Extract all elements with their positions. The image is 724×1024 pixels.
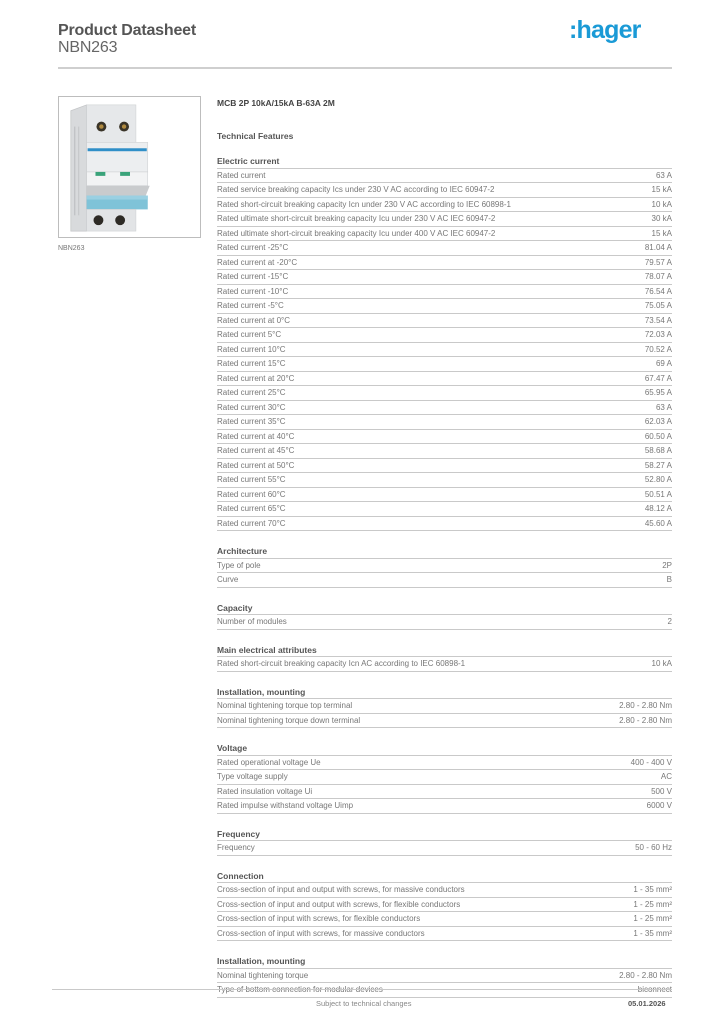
spec-label: Rated current (217, 170, 266, 180)
spec-value: 1 - 25 mm² (633, 899, 672, 909)
section-title: Connection (217, 869, 672, 884)
spec-label: Rated current -5°C (217, 301, 284, 310)
section-title: Frequency (217, 827, 672, 842)
spec-value: 10 kA (651, 199, 672, 209)
spec-label: Rated current 65°C (217, 504, 286, 513)
spec-section (217, 685, 672, 729)
spec-row (217, 386, 672, 401)
spec-row (217, 227, 672, 242)
spec-row (217, 299, 672, 314)
spec-row (217, 314, 672, 329)
spec-label: Rated current 55°C (217, 475, 286, 484)
spec-value: 81.04 A (644, 243, 672, 252)
spec-value: 400 - 400 V (630, 757, 672, 767)
spec-value: 67.47 A (644, 373, 672, 383)
spec-value: 63 A (655, 402, 672, 412)
spec-row (217, 770, 672, 785)
spec-label: Type voltage supply (217, 772, 288, 781)
spec-value: 1 - 25 mm² (633, 914, 672, 923)
spec-row (217, 488, 672, 503)
spec-label: Rated current 15°C (217, 359, 286, 368)
spec-label: Rated operational voltage Ue (217, 757, 321, 767)
spec-value: 63 A (655, 170, 672, 180)
header-divider (58, 67, 672, 69)
spec-label: Frequency (217, 843, 255, 852)
spec-row (217, 212, 672, 227)
spec-row (217, 169, 672, 184)
spec-value: 73.54 A (644, 315, 672, 325)
spec-label: Rated current -10°C (217, 286, 289, 296)
spec-value: 2.80 - 2.80 Nm (619, 715, 672, 725)
spec-row (217, 969, 672, 984)
spec-label: Rated current 25°C (217, 388, 286, 397)
spec-label: Cross-section of input with screws, for flexible conductors (217, 914, 421, 923)
spec-row (217, 241, 672, 256)
spec-value: 1 - 35 mm² (633, 885, 672, 894)
footer-date: 05.01.2026 (628, 999, 666, 1008)
section-title: Main electrical attributes (217, 643, 672, 658)
spec-value: 72.03 A (644, 330, 672, 339)
spec-value: 78.07 A (644, 272, 672, 281)
spec-value: 50 - 60 Hz (635, 843, 672, 852)
circuit-breaker-image-icon (59, 97, 200, 237)
spec-label: Rated service breaking capacity Ics under 230 V AC according to IEC 60947-2 (217, 185, 495, 194)
footer-divider (52, 989, 672, 990)
spec-value: 69 A (655, 359, 672, 368)
spec-label: Type of pole (217, 560, 261, 570)
spec-label: Rated impulse withstand voltage Uimp (217, 801, 354, 810)
spec-row (217, 841, 672, 856)
spec-row (217, 657, 672, 672)
spec-row (217, 328, 672, 343)
spec-label: Rated current 35°C (217, 417, 286, 426)
spec-row (217, 256, 672, 271)
spec-row (217, 573, 672, 588)
spec-label: Rated current -15°C (217, 272, 289, 281)
hager-logo: :hager (569, 16, 641, 44)
spec-section (217, 954, 672, 998)
spec-label: Cross-section of input with screws, for massive conductors (217, 928, 425, 938)
spec-row (217, 473, 672, 488)
spec-value: 62.03 A (644, 417, 672, 426)
section-title: Architecture (217, 544, 672, 559)
spec-value: 2P (662, 560, 672, 570)
spec-label: Rated current at 0°C (217, 315, 291, 325)
spec-row (217, 372, 672, 387)
spec-value: 30 kA (651, 214, 672, 223)
spec-value: B (666, 575, 672, 584)
spec-row (217, 270, 672, 285)
spec-row (217, 430, 672, 445)
spec-value: 58.68 A (644, 446, 672, 455)
image-caption: NBN263 (58, 245, 85, 252)
section-title: Voltage (217, 741, 672, 756)
spec-value: 500 V (651, 786, 672, 796)
spec-row (217, 615, 672, 630)
spec-label: Rated short-circuit breaking capacity Icn AC according to IEC 60898-1 (217, 659, 466, 668)
spec-value: AC (660, 772, 672, 781)
spec-value: 6000 V (646, 801, 672, 810)
spec-section (217, 869, 672, 942)
spec-value: 50.51 A (644, 489, 672, 499)
spec-row (217, 699, 672, 714)
spec-row (217, 502, 672, 517)
spec-label: Rated current at -20°C (217, 257, 298, 267)
spec-row (217, 285, 672, 300)
spec-value: 1 - 35 mm² (633, 928, 672, 938)
spec-section (217, 544, 672, 588)
spec-value: 60.50 A (644, 431, 672, 441)
section-title: Installation, mounting (217, 954, 672, 969)
spec-label: Rated ultimate short-circuit breaking capacity Icu under 230 V AC IEC 60947-2 (217, 214, 496, 223)
spec-row (217, 714, 672, 729)
spec-value: 70.52 A (644, 344, 672, 354)
technical-features-title: Technical Features (217, 131, 294, 141)
spec-row (217, 912, 672, 927)
header-title: Product Datasheet (58, 22, 196, 39)
spec-row (217, 198, 672, 213)
section-title: Capacity (217, 601, 672, 616)
spec-value: 15 kA (651, 228, 672, 238)
spec-value: 75.05 A (644, 301, 672, 310)
spec-row (217, 401, 672, 416)
spec-sections (217, 154, 672, 998)
spec-value: 48.12 A (644, 504, 672, 513)
spec-value: 2.80 - 2.80 Nm (619, 970, 672, 980)
spec-value: 10 kA (651, 659, 672, 668)
spec-section (217, 601, 672, 630)
spec-row (217, 756, 672, 771)
spec-label: Nominal tightening torque down terminal (217, 715, 361, 725)
spec-row (217, 183, 672, 198)
spec-label: Rated ultimate short-circuit breaking capacity Icu under 400 V AC IEC 60947-2 (217, 228, 496, 238)
spec-section (217, 154, 672, 531)
spec-section (217, 741, 672, 814)
spec-value: 58.27 A (644, 460, 672, 470)
spec-label: Rated current 5°C (217, 330, 282, 339)
spec-label: Rated current 30°C (217, 402, 286, 412)
product-code: NBN263 (58, 39, 118, 56)
spec-row (217, 415, 672, 430)
spec-value: 45.60 A (644, 518, 672, 528)
spec-value: 15 kA (651, 185, 672, 194)
spec-value: 79.57 A (644, 257, 672, 267)
spec-label: Rated current 60°C (217, 489, 286, 499)
spec-value: 52.80 A (644, 475, 672, 484)
spec-label: Number of modules (217, 617, 287, 626)
spec-label: Rated current at 40°C (217, 431, 295, 441)
spec-label: Rated current 70°C (217, 518, 286, 528)
spec-label: Rated short-circuit breaking capacity Icn under 230 V AC according to IEC 60898-1 (217, 199, 511, 209)
spec-row (217, 459, 672, 474)
spec-label: Cross-section of input and output with screws, for massive conductors (217, 885, 465, 894)
spec-row (217, 898, 672, 913)
spec-row (217, 785, 672, 800)
section-title: Installation, mounting (217, 685, 672, 700)
spec-label: Rated current -25°C (217, 243, 289, 252)
spec-row (217, 517, 672, 532)
spec-row (217, 357, 672, 372)
spec-section (217, 827, 672, 856)
spec-label: Cross-section of input and output with screws, for flexible conductors (217, 899, 461, 909)
spec-label: Rated current at 45°C (217, 446, 295, 455)
spec-row (217, 927, 672, 942)
spec-label: Rated current at 20°C (217, 373, 295, 383)
spec-row (217, 983, 672, 998)
spec-row (217, 444, 672, 459)
spec-label: Nominal tightening torque top terminal (217, 701, 353, 710)
section-title: Electric current (217, 154, 672, 169)
spec-row (217, 799, 672, 814)
product-image (58, 96, 201, 238)
spec-label: Nominal tightening torque (217, 970, 309, 980)
spec-value: 76.54 A (644, 286, 672, 296)
spec-value: 65.95 A (644, 388, 672, 397)
spec-value: 2.80 - 2.80 Nm (619, 701, 672, 710)
spec-label: Rated current at 50°C (217, 460, 295, 470)
spec-label: Curve (217, 575, 239, 584)
spec-value: 2 (667, 617, 672, 626)
spec-row (217, 343, 672, 358)
spec-section (217, 643, 672, 672)
spec-label: Rated current 10°C (217, 344, 286, 354)
product-name: MCB 2P 10kA/15kA B-63A 2M (217, 98, 335, 108)
spec-row (217, 883, 672, 898)
spec-row (217, 559, 672, 574)
spec-label: Rated insulation voltage Ui (217, 786, 313, 796)
footer-note: Subject to technical changes (316, 999, 412, 1008)
technical-content (217, 96, 672, 998)
